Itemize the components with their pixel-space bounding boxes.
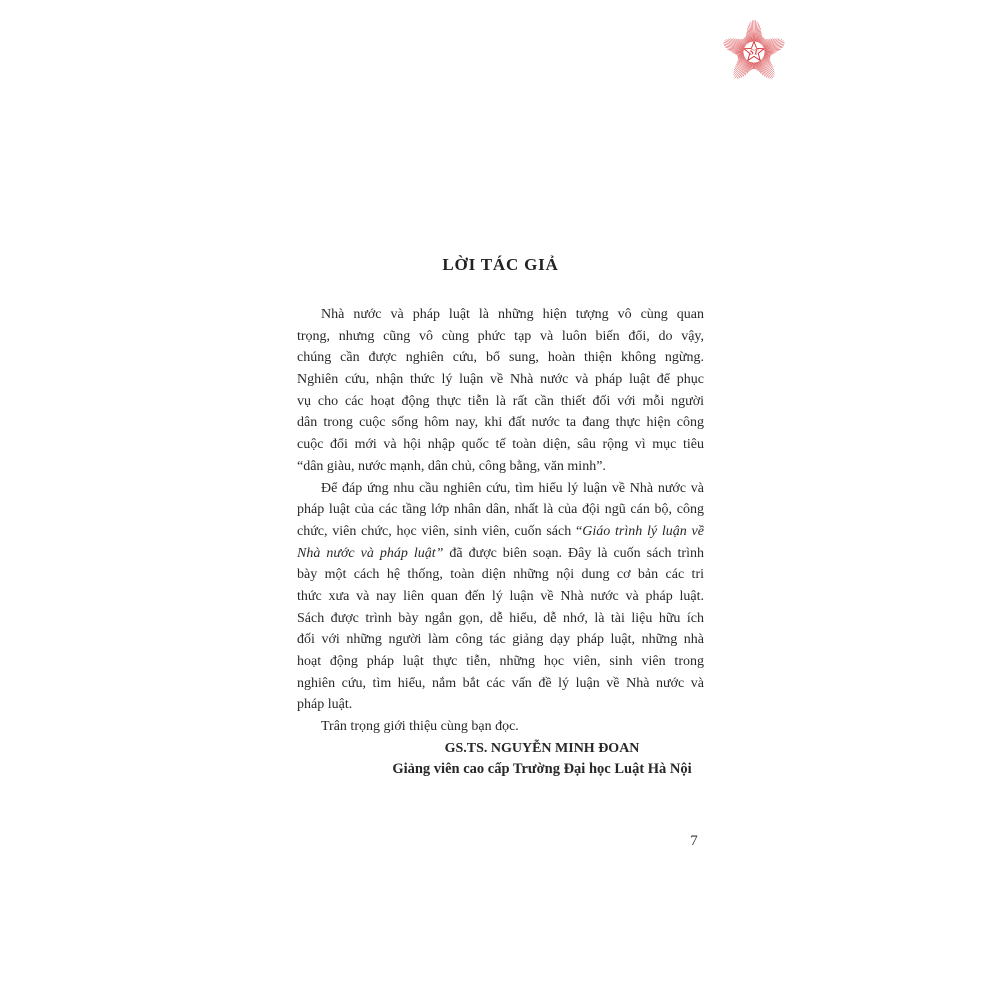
paragraph-2 (297, 478, 704, 717)
book-title-em: Nhà nước và pháp luật” (297, 545, 444, 561)
text-line: bày một cách hệ thống, toàn diện những nội dung cơ bản các tri (297, 567, 704, 583)
text-line: Nghiên cứu, nhận thức lý luận về Nhà nước và pháp luật để phục (297, 372, 704, 388)
body-text (297, 304, 704, 781)
text-line: vụ cho các hoạt động thực tiễn là rất cần thiết đối với mỗi người (297, 393, 704, 409)
signature-name: GS.TS. NGUYỄN MINH ĐOAN (444, 740, 640, 756)
text-line: hoạt động pháp luật thực tiễn, những học viên, sinh viên trong (297, 654, 704, 669)
page-title: LỜI TÁC GIẢ (442, 255, 559, 274)
logo-monogram: ST (749, 48, 759, 57)
text-line: dân trong cuộc sống hôm nay, khi đất nước ta đang thực hiện công (297, 415, 704, 431)
text-line: nghiên cứu, tìm hiểu, nắm bắt các vấn đề lý luận về Nhà nước và (297, 675, 704, 691)
text-line (297, 543, 704, 565)
text-line: Để đáp ứng nhu cầu nghiên cứu, tìm hiểu lý luận về Nhà nước và (321, 480, 704, 496)
page-number: 7 (690, 833, 698, 849)
star-burst-logo-icon (719, 17, 789, 87)
text-line: chúng cần được nghiên cứu, bổ sung, hoàn thiện không ngừng. (297, 350, 704, 366)
signature-role: Giảng viên cao cấp Trường Đại học Luật Hà Nội (392, 761, 692, 778)
publisher-logo (719, 17, 789, 87)
book-title-em: Giáo trình lý luận về (582, 523, 704, 539)
paragraph-1 (297, 304, 704, 478)
text-line: Nhà nước và pháp luật là những hiện tượng vô cùng quan (321, 307, 704, 322)
text-line: đối với những người làm công tác giảng dạy pháp luật, những nhà (297, 632, 704, 648)
text-line: pháp luật của các tầng lớp nhân dân, nhất là của đội ngũ cán bộ, công (297, 502, 704, 518)
text-line: pháp luật. (297, 697, 353, 713)
text-segment: đã được biên soạn. Đây là cuốn sách trình (443, 545, 704, 561)
text-line: “dân giàu, nước mạnh, dân chủ, công bằng, văn minh”. (297, 458, 606, 474)
text-line: trọng, nhưng cũng vô cùng phức tạp và luôn biến đổi, do vậy, (297, 328, 704, 344)
text-line: Trân trọng giới thiệu cùng bạn đọc. (321, 719, 519, 735)
text-segment: chức, viên chức, học viên, sinh viên, cuốn sách “ (297, 523, 583, 539)
text-line: thức xưa và nay liên quan đến lý luận về Nhà nước và pháp luật. (297, 588, 704, 604)
text-line (297, 521, 704, 543)
paragraph-3 (297, 716, 704, 738)
text-line: cuộc đổi mới và hội nhập quốc tế toàn diện, sâu rộng vì mục tiêu (297, 437, 704, 453)
text-line: Sách được trình bày ngắn gọn, dễ hiểu, dễ nhớ, là tài liệu hữu ích (297, 610, 704, 626)
signature-block (380, 738, 704, 781)
